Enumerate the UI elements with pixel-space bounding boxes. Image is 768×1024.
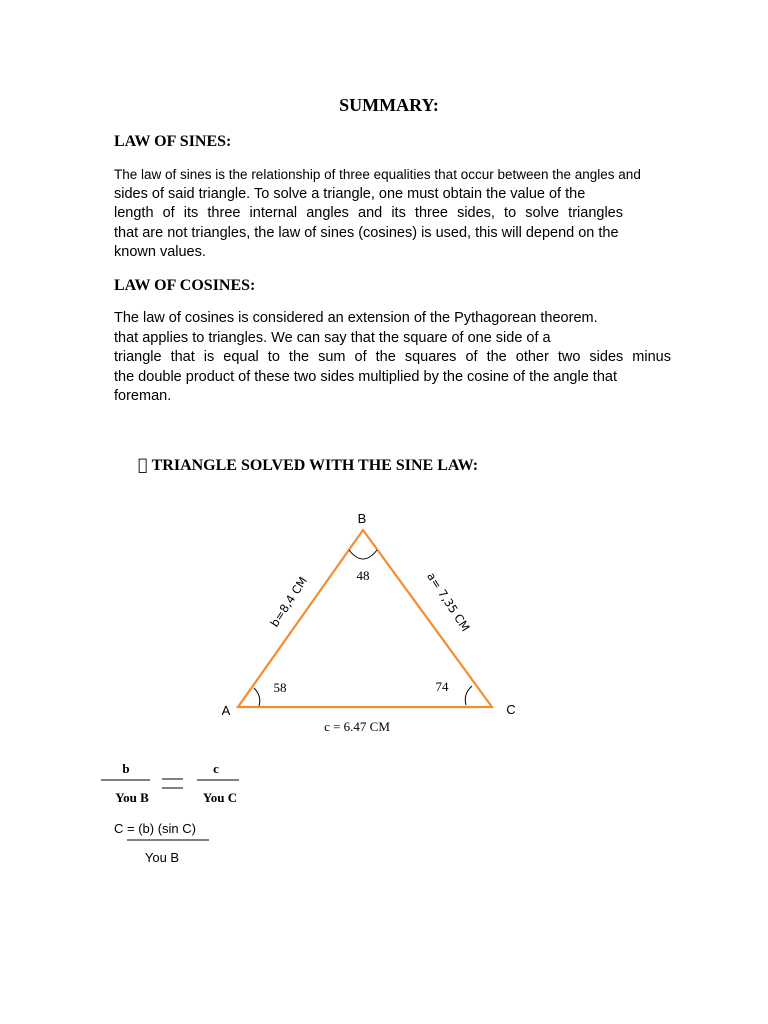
paragraph-line: known values.: [114, 244, 206, 260]
paragraph-line: sides of said triangle. To solve a triangle, one must obtain the value of the: [114, 185, 586, 202]
triangle-heading-text: TRIANGLE SOLVED WITH THE SINE LAW:: [138, 457, 465, 474]
paragraph-line: triangle that is equal to the sum of the squares of the other two sides minus: [114, 349, 671, 365]
paragraph-line: length of its three internal angles and its three sides, to solve triangles: [114, 205, 623, 221]
angle-b-value: 48: [356, 568, 370, 583]
angle-b-arc: [349, 550, 377, 559]
side-b-label: b=8,4 CM: [267, 574, 310, 630]
side-c-label: c = 6.47 CM: [324, 719, 390, 734]
fraction-2-numerator: c: [213, 761, 219, 776]
law-of-cosines-heading: LAW OF COSINES:: [114, 277, 256, 294]
fraction-1-numerator: b: [122, 761, 130, 776]
angle-a-arc: [254, 688, 260, 706]
paragraph-line: that are not triangles, the law of sines (cosines) is used, this will depend on the: [114, 224, 619, 241]
paragraph-line: foreman.: [114, 388, 172, 404]
paragraph-line: the double product of these two sides multiplied by the cosine of the angle that: [114, 368, 617, 385]
angle-c-arc: [465, 686, 472, 705]
equation-numerator: C = (b) (sin C): [114, 821, 196, 836]
vertex-b-label: B: [357, 511, 367, 526]
angle-a-value: 58: [273, 680, 287, 695]
vertex-a-label: A: [221, 703, 231, 718]
side-a-label: a= 7,35 CM: [424, 569, 473, 634]
vertex-c-label: C: [506, 702, 516, 717]
paragraph-line: The law of sines is the relationship of three equalities that occur between the angles and: [114, 167, 641, 182]
fraction-2-denominator: You C: [202, 790, 238, 805]
fraction-1-denominator: You B: [115, 790, 149, 805]
angle-c-value: 74: [435, 679, 449, 694]
paragraph-line: that applies to triangles. We can say that the square of one side of a: [114, 329, 551, 346]
page-title: SUMMARY:: [339, 95, 439, 115]
law-of-sines-heading: LAW OF SINES:: [114, 133, 232, 150]
equation-denominator: You B: [144, 850, 180, 865]
paragraph-line: The law of cosines is considered an extension of the Pythagorean theorem.: [114, 310, 598, 326]
